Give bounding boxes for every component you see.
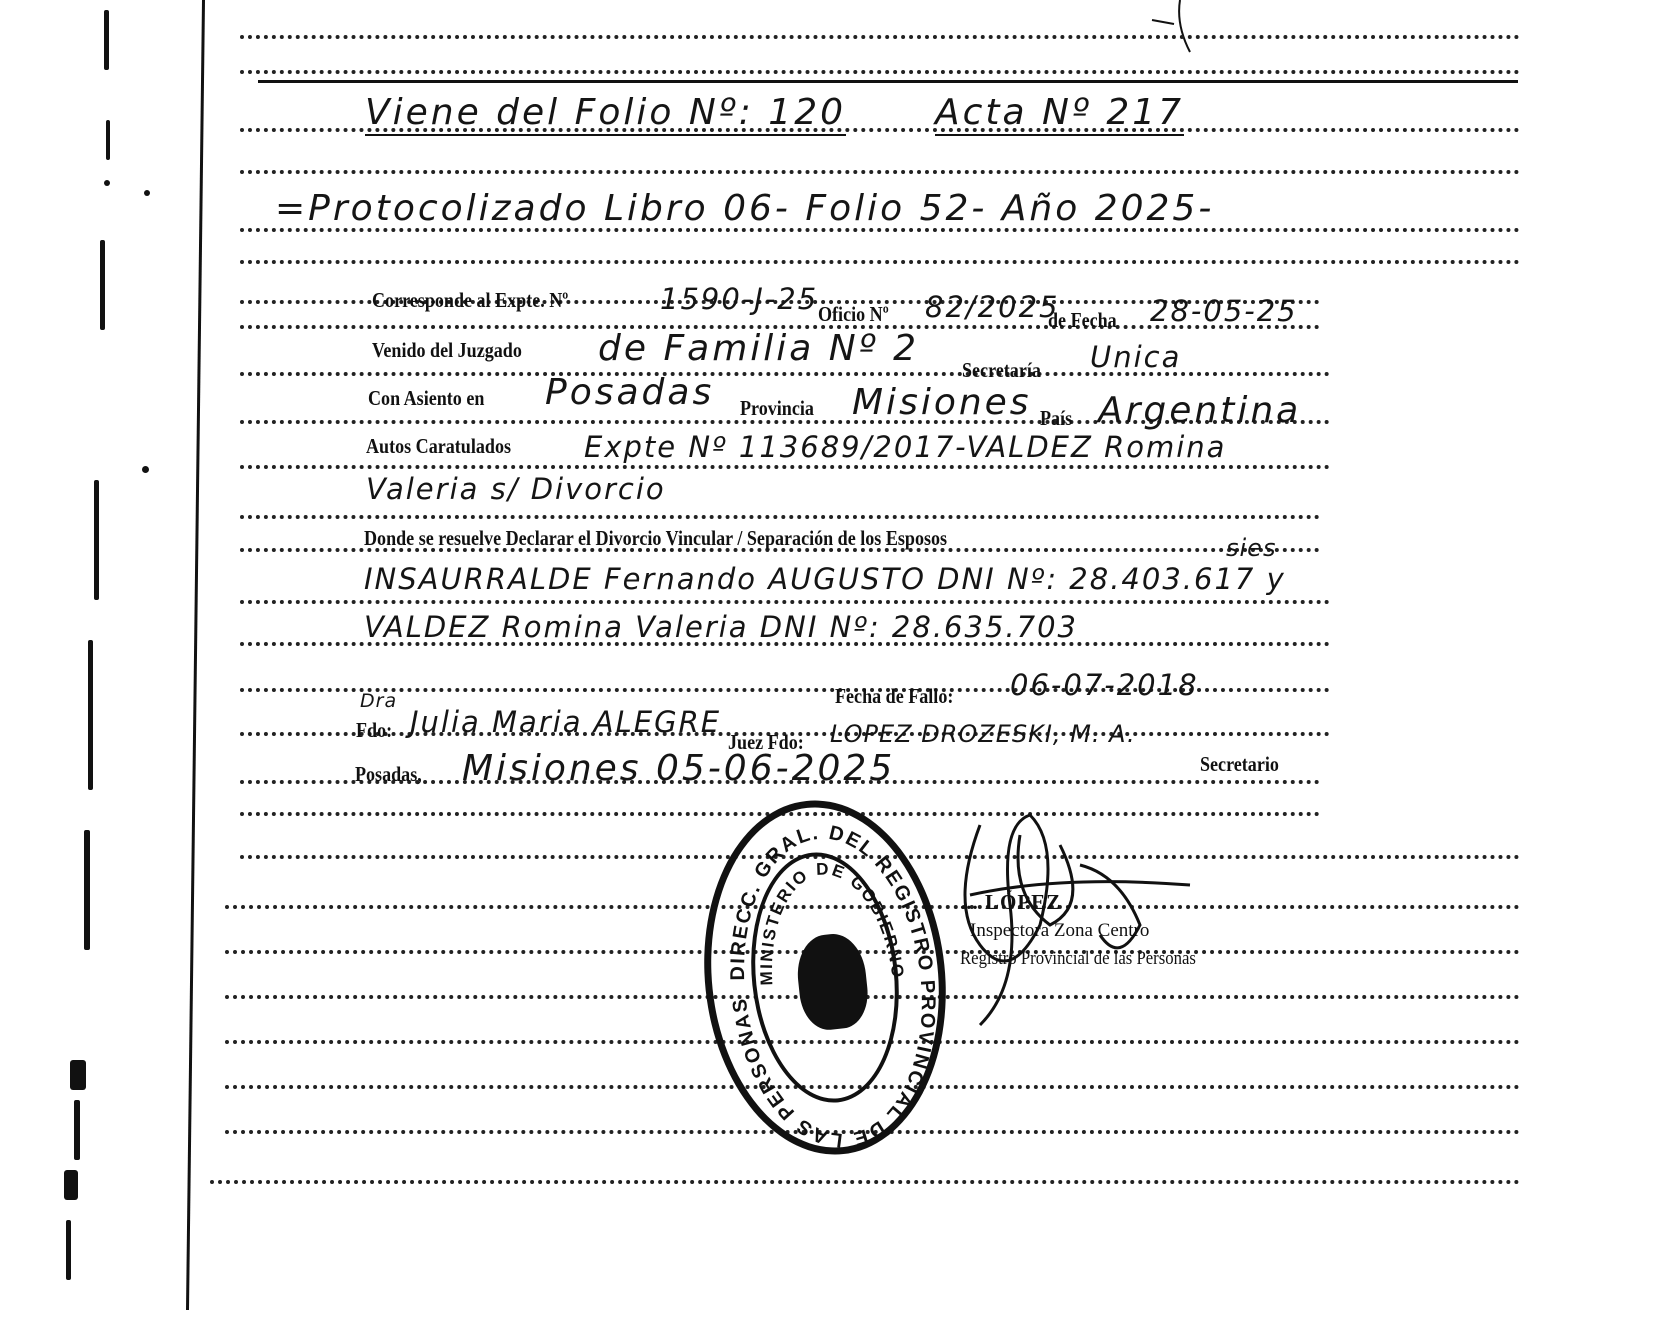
margin-rule: [186, 0, 205, 1310]
juzgado-value: de Familia Nº 2: [598, 328, 920, 369]
scan-edge-marks: [60, 0, 120, 1326]
ruled-line: [240, 465, 1330, 469]
secretario-value: LOPEZ DROZESKI, M. A.: [830, 720, 1136, 748]
autos-value-line1: Expte Nº 113689/2017-VALDEZ Romina: [584, 430, 1227, 464]
secretario-label: Secretario: [1200, 752, 1279, 776]
acta-number: Acta Nº 217: [935, 92, 1184, 136]
autos-label: Autos Caratulados: [366, 434, 512, 458]
oficio-label: Oficio Nº: [818, 302, 889, 326]
official-seal: [687, 788, 963, 1166]
pais-value: Argentina: [1098, 390, 1302, 431]
juez-label: Juez Fdo:: [728, 730, 804, 754]
signature-stamp: [960, 890, 1240, 980]
oficio-value: 82/2025: [925, 290, 1060, 324]
asiento-value: Posadas: [545, 372, 715, 413]
pais-label: País: [1040, 406, 1073, 430]
seal-inner-text: MINISTERIO DE GOBIERNO: [756, 859, 908, 986]
ruled-line: [210, 1180, 1520, 1184]
fdo-label: Fdo:: [356, 718, 393, 742]
ruled-line: [240, 260, 1520, 264]
partial-seal-top: [705, 0, 915, 30]
ruled-line: [240, 70, 1520, 74]
fdo-prefix: Dra: [360, 690, 398, 712]
fecha-value: 28-05-25: [1150, 294, 1298, 328]
provincia-label: Provincia: [740, 396, 814, 420]
ruled-line: [240, 600, 1330, 604]
partial-signature-top: [1150, 0, 1210, 60]
secretaria-label: Secretaría: [962, 358, 1041, 382]
lugar-label: Posadas,: [355, 762, 422, 786]
ruled-line: [240, 515, 1320, 519]
resuelve-label: Donde se resuelve Declarar el Divorcio Vincular / Separación de los Esposos: [364, 526, 948, 550]
header-rule: [258, 80, 1518, 83]
lugar-value: Misiones 05-06-2025: [462, 748, 896, 789]
fallo-label: Fecha de Fallo:: [835, 684, 954, 708]
folio-reference: Viene del Folio Nº: 120: [365, 92, 846, 136]
seal-outer-text: DIRECC. GRAL. DEL REGISTRO PROVINCIAL DE LAS PERSONAS: [727, 821, 939, 1152]
ruled-line: [240, 170, 1520, 174]
signer-organization: Registro Provincial de las Personas: [960, 948, 1196, 969]
expte-value: 1590-J-25: [660, 282, 819, 316]
fecha-label: de Fecha: [1048, 308, 1117, 332]
protocol-entry: =Protocolizado Libro 06- Folio 52- Año 2025-: [275, 188, 1215, 229]
svg-text:DIRECC. GRAL. DEL REGISTRO PRO: [711, 811, 955, 1161]
secretaria-value: Unica: [1090, 340, 1182, 374]
resuelve-suffix: sies: [1226, 534, 1277, 562]
provincia-value: Misiones: [852, 382, 1032, 423]
ruled-line: [240, 35, 1520, 39]
juzgado-label: Venido del Juzgado: [372, 338, 522, 362]
spouse-1: INSAURRALDE Fernando AUGUSTO DNI Nº: 28.403.617 y: [364, 562, 1286, 596]
signer-name: ... LÓPEZ: [960, 890, 1062, 914]
spouse-2: VALDEZ Romina Valeria DNI Nº: 28.635.703: [364, 610, 1078, 644]
fallo-value: 06-07-2018: [1010, 668, 1199, 702]
signer-role: Inspectora Zona Centro: [970, 920, 1150, 941]
expte-label: Corresponde al Expte. Nº: [372, 288, 569, 312]
asiento-label: Con Asiento en: [368, 386, 485, 410]
juez-value: Julia Maria ALEGRE: [410, 705, 722, 739]
autos-value-line2: Valeria s/ Divorcio: [366, 472, 666, 506]
